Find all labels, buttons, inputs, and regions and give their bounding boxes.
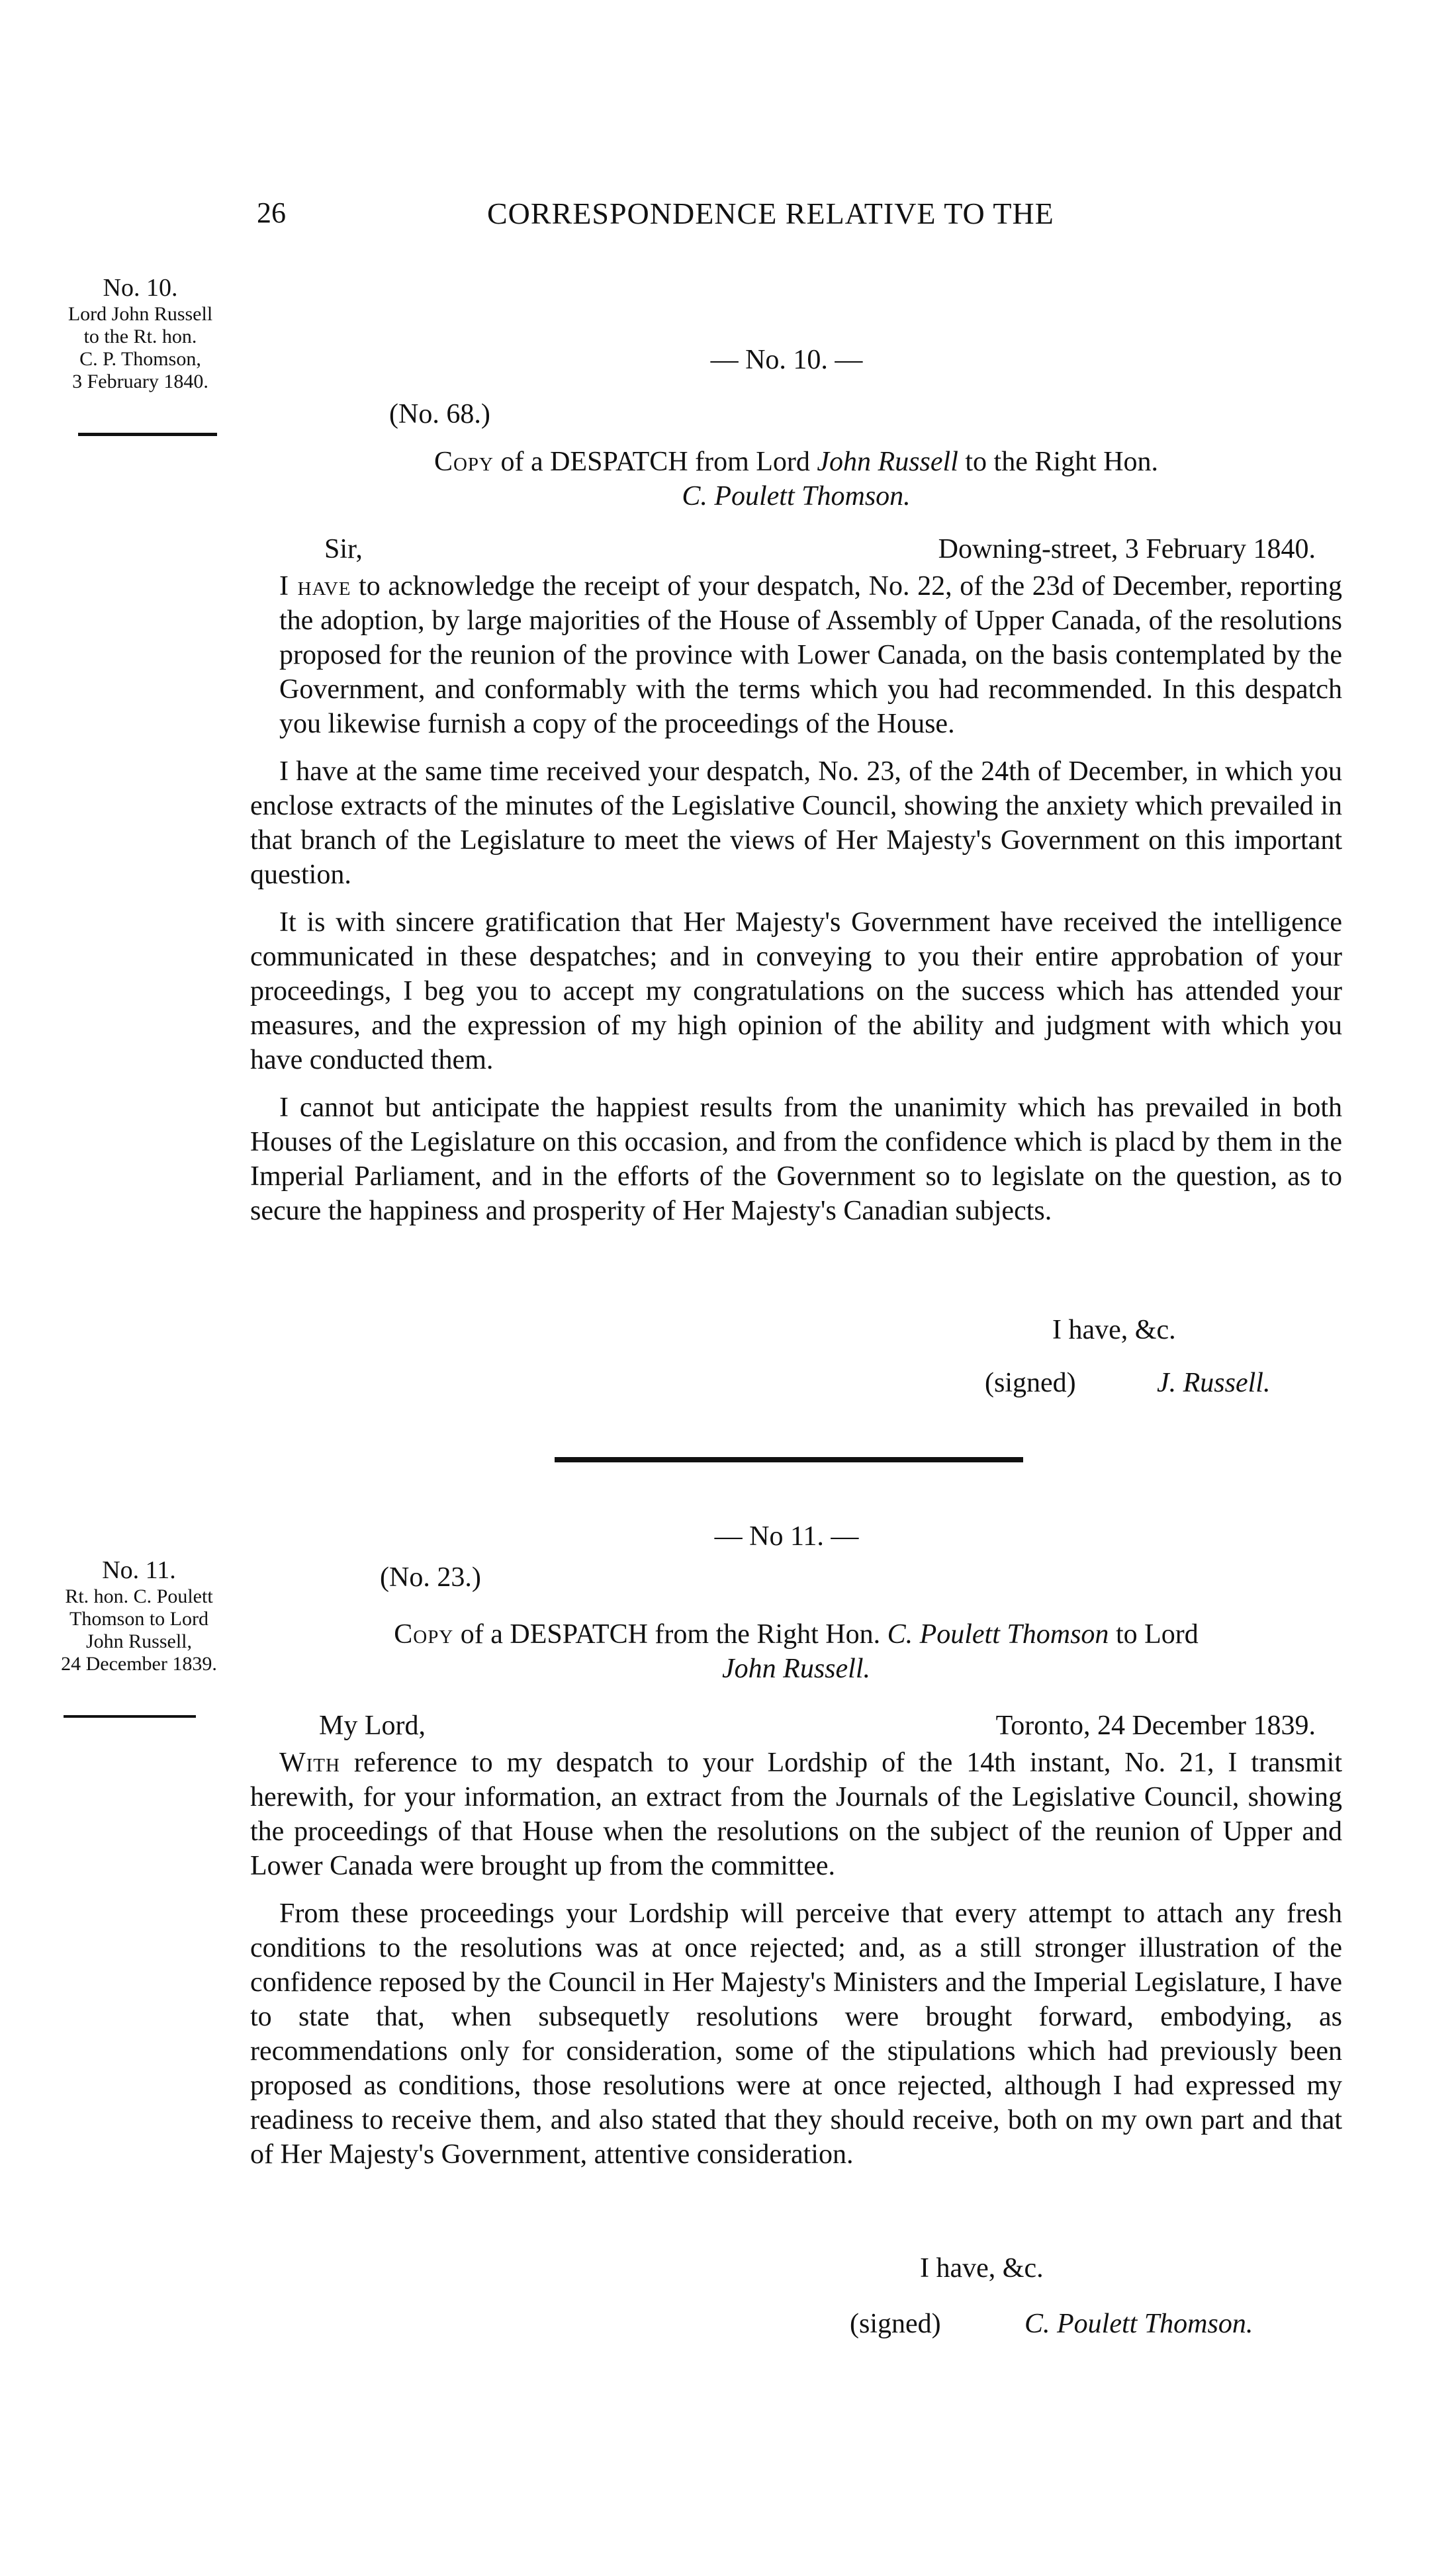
dispatch-body (250, 532, 1342, 1241)
margin-note-line: Rt. hon. C. Poulett (65, 1585, 213, 1607)
place-date: Downing-street, 3 February 1840. (938, 534, 1316, 564)
page-number: 26 (257, 197, 286, 229)
place-date: Toronto, 24 December 1839. (995, 1710, 1316, 1741)
body-paragraph: I cannot but anticipate the happiest results from the unanimity which has prevailed in both Houses of the Legislature on this occasion, and from the confidence which is placd by them in the Imperial Parliament, and in the efforts of the Government so to legislate on the question, as to secure the happiness and prosperity of Her Majesty's Canadian subjects. (250, 1092, 1342, 1226)
signed-label: (signed) (850, 2309, 941, 2339)
margin-note-line: C. P. Thomson, (79, 348, 201, 370)
running-title: CORRESPONDENCE RELATIVE TO THE (487, 197, 1054, 230)
body-paragraph: It is with sincere gratification that Her Majesty's Government have received the intelligence communicated in these despatches; and in conveying to you their entire approbation of your proceedings, I beg you to accept my congratulations on the success which has attended your measures, and the expression of my high opinion of the ability and judgment with which you have conducted them. (250, 907, 1342, 1075)
salutation: Sir, (324, 534, 363, 564)
margin-note-11 (26, 1555, 251, 1675)
signature: J. Russell. (1157, 1368, 1271, 1398)
copy-label: Copy (394, 1619, 454, 1650)
body-paragraph: From these proceedings your Lordship will perceive that every attempt to attach any fresh conditions to the resolutions was at once rejected; and, as a still stronger illustration of the confidence reposed by the Council in Her Majesty's Ministers and the Imperial Legislature, I have to state that, when subsequetly resolutions were brought forward, embodying, as recommendations only for consideration, some of the stipulations which had previously been proposed as conditions, those resolutions were at once rejected, although I had expressed my readiness to receive them, and also stated that they should receive, both on my own part and that of Her Majesty's Government, attentive consideration. (250, 1898, 1342, 2170)
copy-recipient: C. Poulett Thomson. (682, 481, 911, 511)
body-paragraph: I have at the same time received your despatch, No. 23, of the 24th of December, in which you enclose extracts of the minutes of the Legislative Council, showing the anxiety which prevailed in that branch of the Legislature to meet the views of Her Majesty's Government on this important question. (250, 756, 1342, 890)
body-paragraph: With reference to my despatch to your Lordship of the 14th instant, No. 21, I transmit herewith, for your information, an extract from the Journals of the Legislative Council, showing the proceedings of that House when the resolutions on the subject of the reunion of Upper and Lower Canada were brought up from the committee. (250, 1748, 1342, 1881)
copy-label: Copy (433, 447, 494, 477)
body-paragraph: I have to acknowledge the receipt of your despatch, No. 22, of the 23d of December, reporting the adoption, by large majorities of the House of Assembly of Upper Canada, of the resolutions proposed for the reunion of the province with Lower Canada, on the basis contemplated by the Government, and conformably with the terms which you had recommended. In this despatch you likewise furnish a copy of the proceedings of the House. (279, 571, 1342, 739)
signed-label: (signed) (985, 1368, 1076, 1398)
signature: C. Poulett Thomson. (1024, 2309, 1253, 2339)
section-separator (555, 1457, 1023, 1462)
margin-note-line: Lord John Russell (68, 303, 213, 325)
margin-rule (64, 1715, 196, 1718)
dispatch-heading: — No 11. — (714, 1521, 859, 1552)
margin-note-line: 24 December 1839. (61, 1653, 217, 1675)
closing: I have, &c. (1052, 1315, 1176, 1345)
copy-text: to Lord (1109, 1619, 1199, 1650)
copy-text: of a DESPATCH from the Right Hon. (453, 1619, 887, 1650)
copy-recipient: John Russell. (722, 1654, 870, 1684)
copy-text: of a DESPATCH from Lord (493, 447, 817, 477)
margin-note-line: John Russell, (85, 1630, 193, 1652)
margin-note-number: No. 11. (102, 1556, 176, 1584)
dispatch-title (250, 1617, 1342, 1686)
dispatch-body (250, 1709, 1342, 2185)
closing: I have, &c. (920, 2253, 1044, 2284)
margin-note-line: to the Rt. hon. (83, 326, 197, 347)
dispatch-reference: (No. 68.) (389, 399, 490, 429)
margin-rule (78, 433, 217, 436)
salutation: My Lord, (319, 1710, 426, 1741)
copy-text: to the Right Hon. (958, 447, 1159, 477)
dispatch-title (250, 445, 1342, 513)
copy-sender: C. Poulett Thomson (887, 1619, 1109, 1650)
margin-note-number: No. 10. (103, 274, 178, 302)
margin-note-line: 3 February 1840. (72, 371, 208, 392)
dispatch-reference: (No. 23.) (380, 1562, 481, 1593)
copy-sender: John Russell (817, 447, 958, 477)
dispatch-heading: — No. 10. — (710, 345, 863, 375)
first-word: I have (279, 571, 351, 601)
margin-note-line: Thomson to Lord (69, 1608, 208, 1630)
first-word: With (279, 1748, 340, 1778)
